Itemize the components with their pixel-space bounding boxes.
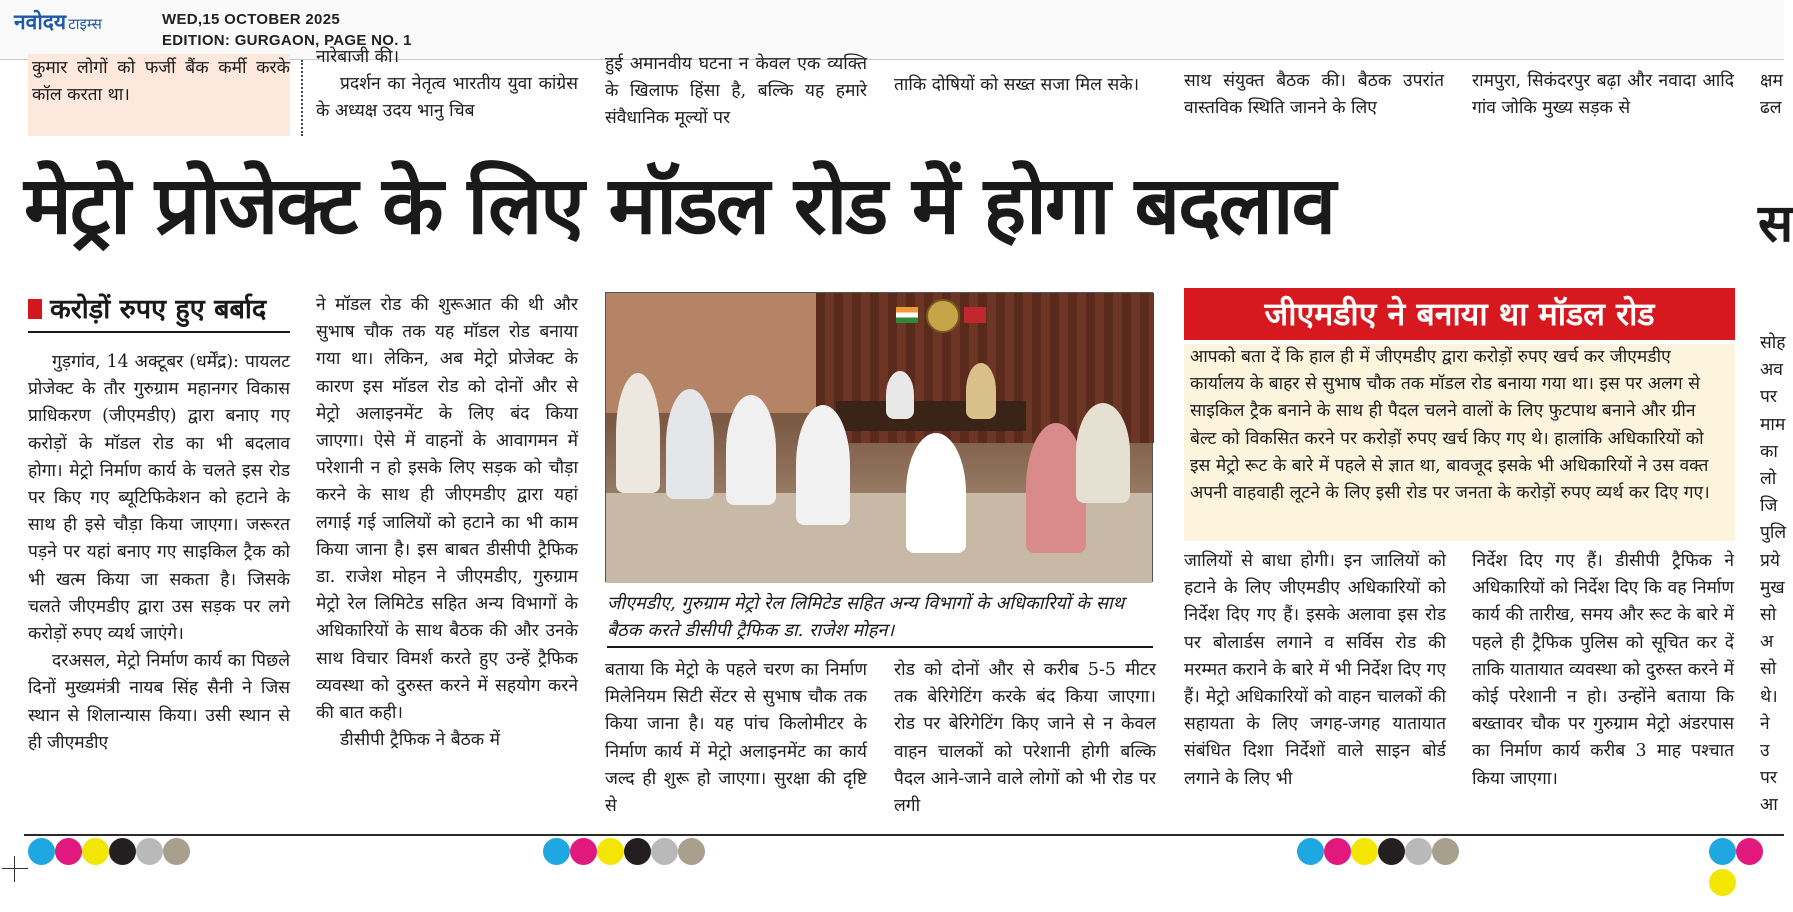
top-col2-text-a: नारेबाजी की। (316, 47, 400, 67)
edge-column-text: सोह अव पर माम का लो जि पुलि प्रये मुख सो अ सो थे। ने उ पर आ (1760, 333, 1787, 816)
register-dot-black (109, 838, 136, 865)
register-dot-gray (136, 838, 163, 865)
edition-header (0, 0, 1784, 60)
register-dot-cyan (1709, 838, 1736, 865)
color-register-marks (1297, 838, 1459, 868)
photo-person (886, 371, 914, 419)
top-story-col1 (28, 54, 290, 136)
flag-icon-red (964, 307, 986, 323)
column-divider-dotted (301, 60, 303, 136)
meeting-photo[interactable] (605, 292, 1153, 582)
register-dot-magenta (55, 838, 82, 865)
photo-desk (836, 401, 1026, 431)
top-col5-text: साथ संयुक्त बैठक की। बैठक उपरांत वास्तविक स्थिति जानने के लिए (1184, 71, 1444, 119)
newspaper-logo[interactable] (14, 9, 102, 35)
edition-name: EDITION: GURGAON, PAGE NO. 1 (162, 32, 412, 49)
top-col1-text: कुमार लोगों को फर्जी बैंक कर्मी करके कॉल करता था। (32, 58, 290, 106)
register-dot-yellow (1709, 869, 1736, 896)
story-subhead (28, 293, 290, 333)
top-edge-col (1760, 68, 1784, 136)
top-story-col6 (1472, 68, 1734, 136)
flag-icon (896, 307, 918, 323)
photo-person (966, 363, 996, 419)
top-col4-text: ताकि दोषियों को सख्त सजा मिल सके। (894, 75, 1140, 95)
story-col3-text: बताया कि मेट्रो के पहले चरण का निर्माण मिलेनियम सिटी सेंटर से सुभाष चौक तक किया जाना है। यह पांच किलोमीटर के निर्माण कार्य में मेट्रो अलाइनमेंट का कार्य जल्द ही शुरू हो जाएगा। सुरक्षा की दृष्टि से (605, 660, 867, 817)
story-col5-text: जालियों से बाधा होगी। इन जालियों को हटाने के लिए जीएमडीए अधिकारियों को निर्देश दिए गए हैं। इसके अलावा इस रोड पर बोलार्डस लगाने व सर्विस रोड की मरम्मत कराने के बारे में भी निर्देश दिए गए हैं। मेट्रो अधिकारियों को वाहन चालकों की सहायता के लिए जगह-जगह यातायात संबंधित दिशा निर्देशों वाले साइन बोर्ड लगाने के लिए भी (1184, 551, 1446, 789)
logo-sub: टाइम्स (68, 15, 102, 33)
photo-person (796, 405, 850, 525)
story-column-1 (28, 349, 290, 819)
register-dot-cyan (1297, 838, 1324, 865)
photo-caption: जीएमडीए, गुरुग्राम मेट्रो रेल लिमिटेड सहित अन्य विभागों के अधिकारियों के साथ बैठक करते डीसीपी ट्रैफिक डा. राजेश मोहन। (607, 593, 1125, 641)
story-column-6 (1472, 548, 1734, 819)
top-story-col3 (605, 51, 867, 135)
story-headline[interactable]: मेट्रो प्रोजेक्ट के लिए मॉडल रोड में होगा बदलाव (24, 159, 1335, 252)
register-dot-cyan (543, 838, 570, 865)
register-dot-cyan (28, 838, 55, 865)
emblem-icon (926, 299, 960, 333)
story-col2-p1: ने मॉडल रोड की शुरूआत की थी और सुभाष चौक तक यह मॉडल रोड बनाया गया था। लेकिन, अब मेट्रो प्रोजेक्ट के कारण इस मॉडल रोड को दोनों और से मेट्रो अलाइनमेंट के लिए बंद किया जाएगा। ऐसे में वाहनों के आवागमन में परेशानी न हो इसके लिए सड़क को चौड़ा करने के साथ ही जीएमडीए द्वारा यहां लगाई गई जालियों को हटाने का भी काम किया जाना है। इस बाबत डीसीपी ट्रैफिक डा. राजेश मोहन ने जीएमडीए, गुरुग्राम मेट्रो रेल लिमिटेड सहित अन्य विभागों के अधिकारियों के साथ बैठक की और उनके साथ विचार विमर्श करते हुए उन्हें ट्रैफिक व्यवस्था को दुरुस्त करने में सहयोग करने की बात कही। (316, 295, 578, 724)
photo-person (1076, 403, 1130, 503)
story-column-3 (605, 657, 867, 819)
register-dot-tan (163, 838, 190, 865)
edition-date: WED,15 OCTOBER 2025 (162, 11, 340, 28)
edge-column (1760, 330, 1787, 820)
story-col6-text: निर्देश दिए गए हैं। डीसीपी ट्रैफिक ने अधिकारियों को निर्देश दिए कि वह निर्माण कार्य की तारीख, समय और रूट के बारे में पहले ही ट्रैफिक पुलिस को सूचित कर दें ताकि यातायात व्यवस्था को दुरुस्त करने में कोई परेशानी न हो। उन्होंने बताया कि बख्तावर चौक पर गुरुग्राम मेट्रो अंडरपास का निर्माण कार्य करीब 3 माह पश्चात किया जाएगा। (1472, 551, 1734, 789)
page-bottom-rule (24, 834, 1784, 836)
story-col1-p2: दरअसल, मेट्रो निर्माण कार्य का पिछले दिनों मुख्यमंत्री नायब सिंह सैनी ने जिस स्थान से शिलान्यास किया। उसी स्थान से ही जीएमडीए (28, 651, 290, 753)
register-dot-tan (1432, 838, 1459, 865)
register-dot-yellow (1351, 838, 1378, 865)
sidebar-body: आपको बता दें कि हाल ही में जीएमडीए द्वारा करोड़ों रुपए खर्च कर जीएमडीए कार्यालय के बाहर से सुभाष चौक तक मॉडल रोड बनाया गया था। इस पर अलग से साइकिल ट्रैक बनाने के साथ ही पैदल चलने वालों के लिए फुटपाथ बनाने और ग्रीन बेल्ट को विकसित करने पर करोड़ों रुपए खर्च किए गए थे। हालांकि अधिकारियों को इस मेट्रो रूट के बारे में पहले से ज्ञात था, बावजूद इसके भी अधिकारियों ने उस वक्त अपनी वाहवाही लूटने के लिए इसी रोड पर जनता के करोड़ों रुपए व्यर्थ कर दिए गए। (1190, 347, 1710, 504)
crosshair-icon (2, 856, 28, 882)
story-column-4 (894, 657, 1156, 819)
register-dot-yellow (82, 838, 109, 865)
caption-rule (607, 646, 1153, 648)
top-col3-text: हुई अमानवीय घटना न केवल एक व्यक्ति के खिलाफ हिंसा है, बल्कि यह हमारे संवैधानिक मूल्यों पर (605, 54, 867, 129)
top-story-col2 (316, 44, 578, 136)
color-register-marks (28, 838, 190, 868)
color-register-marks (543, 838, 705, 868)
top-story-col5 (1184, 68, 1444, 136)
register-dot-gray (1405, 838, 1432, 865)
photo-person (906, 433, 966, 553)
photo-person (726, 395, 776, 505)
register-dot-tan (678, 838, 705, 865)
register-dot-black (1378, 838, 1405, 865)
top-story-col4 (894, 72, 1156, 136)
edge-headline-fragment: स (1758, 194, 1793, 254)
story-col1-p1: गुड़गांव, 14 अक्टूबर (धर्मेंद्र): पायलट प्रोजेक्ट के तौर गुरुग्राम महानगर विकास प्राधिकरण (जीएमडीए) द्वारा बनाए गए करोड़ों के मॉडल रोड का भी बदलाव होगा। मेट्रो निर्माण कार्य के चलते इस रोड पर किए गए ब्यूटिफिकेशन को हटाने के साथ ही इसे चौड़ा किया जाएगा। जरूरत पड़ने पर यहां बनाए गए साइकिल ट्रैक को भी खत्म किया जा सकता है। जिसके चलते जीएमडीए द्वारा उस सड़क पर लगे करोड़ों रुपए व्यर्थ जाएंगे। (28, 352, 290, 645)
color-register-marks (1709, 838, 1784, 868)
subhead-text: करोड़ों रुपए हुए बर्बाद (50, 294, 267, 325)
logo-main: नवोदय (14, 10, 67, 34)
story-column-5 (1184, 548, 1446, 819)
top-col2-text-b: प्रदर्शन का नेतृत्व भारतीय युवा कांग्रेस के अध्यक्ष उदय भानु चिब (316, 74, 578, 122)
story-col4-text: रोड को दोनों और से करीब 5-5 मीटर तक बेरिगेटिंग करके बंद किया जाएगा। रोड पर बेरिगेटिंग किए जाने से न केवल वाहन चालकों को परेशानी होगी बल्कि पैदल आने-जाने वाले लोगों को भी रोड पर लगी (894, 660, 1156, 817)
register-dot-black (624, 838, 651, 865)
photo-person (666, 389, 714, 499)
register-dot-yellow (597, 838, 624, 865)
register-dot-magenta (1324, 838, 1351, 865)
register-dot-magenta (570, 838, 597, 865)
story-column-2 (316, 292, 578, 817)
sidebar-title: जीएमडीए ने बनाया था मॉडल रोड (1184, 288, 1735, 340)
red-square-bullet-icon (28, 299, 42, 319)
top-edge-text: क्षम ढल (1760, 71, 1783, 119)
register-dot-magenta (1736, 838, 1763, 865)
top-col6-text: रामपुरा, सिकंदरपुर बढ़ा और नवादा आदि गांव जोकि मुख्य सड़क से (1472, 71, 1734, 119)
sidebar-box (1184, 344, 1735, 541)
register-dot-gray (651, 838, 678, 865)
photo-person (616, 373, 660, 493)
story-col2-p2: डीसीपी ट्रैफिक ने बैठक में (340, 730, 501, 751)
